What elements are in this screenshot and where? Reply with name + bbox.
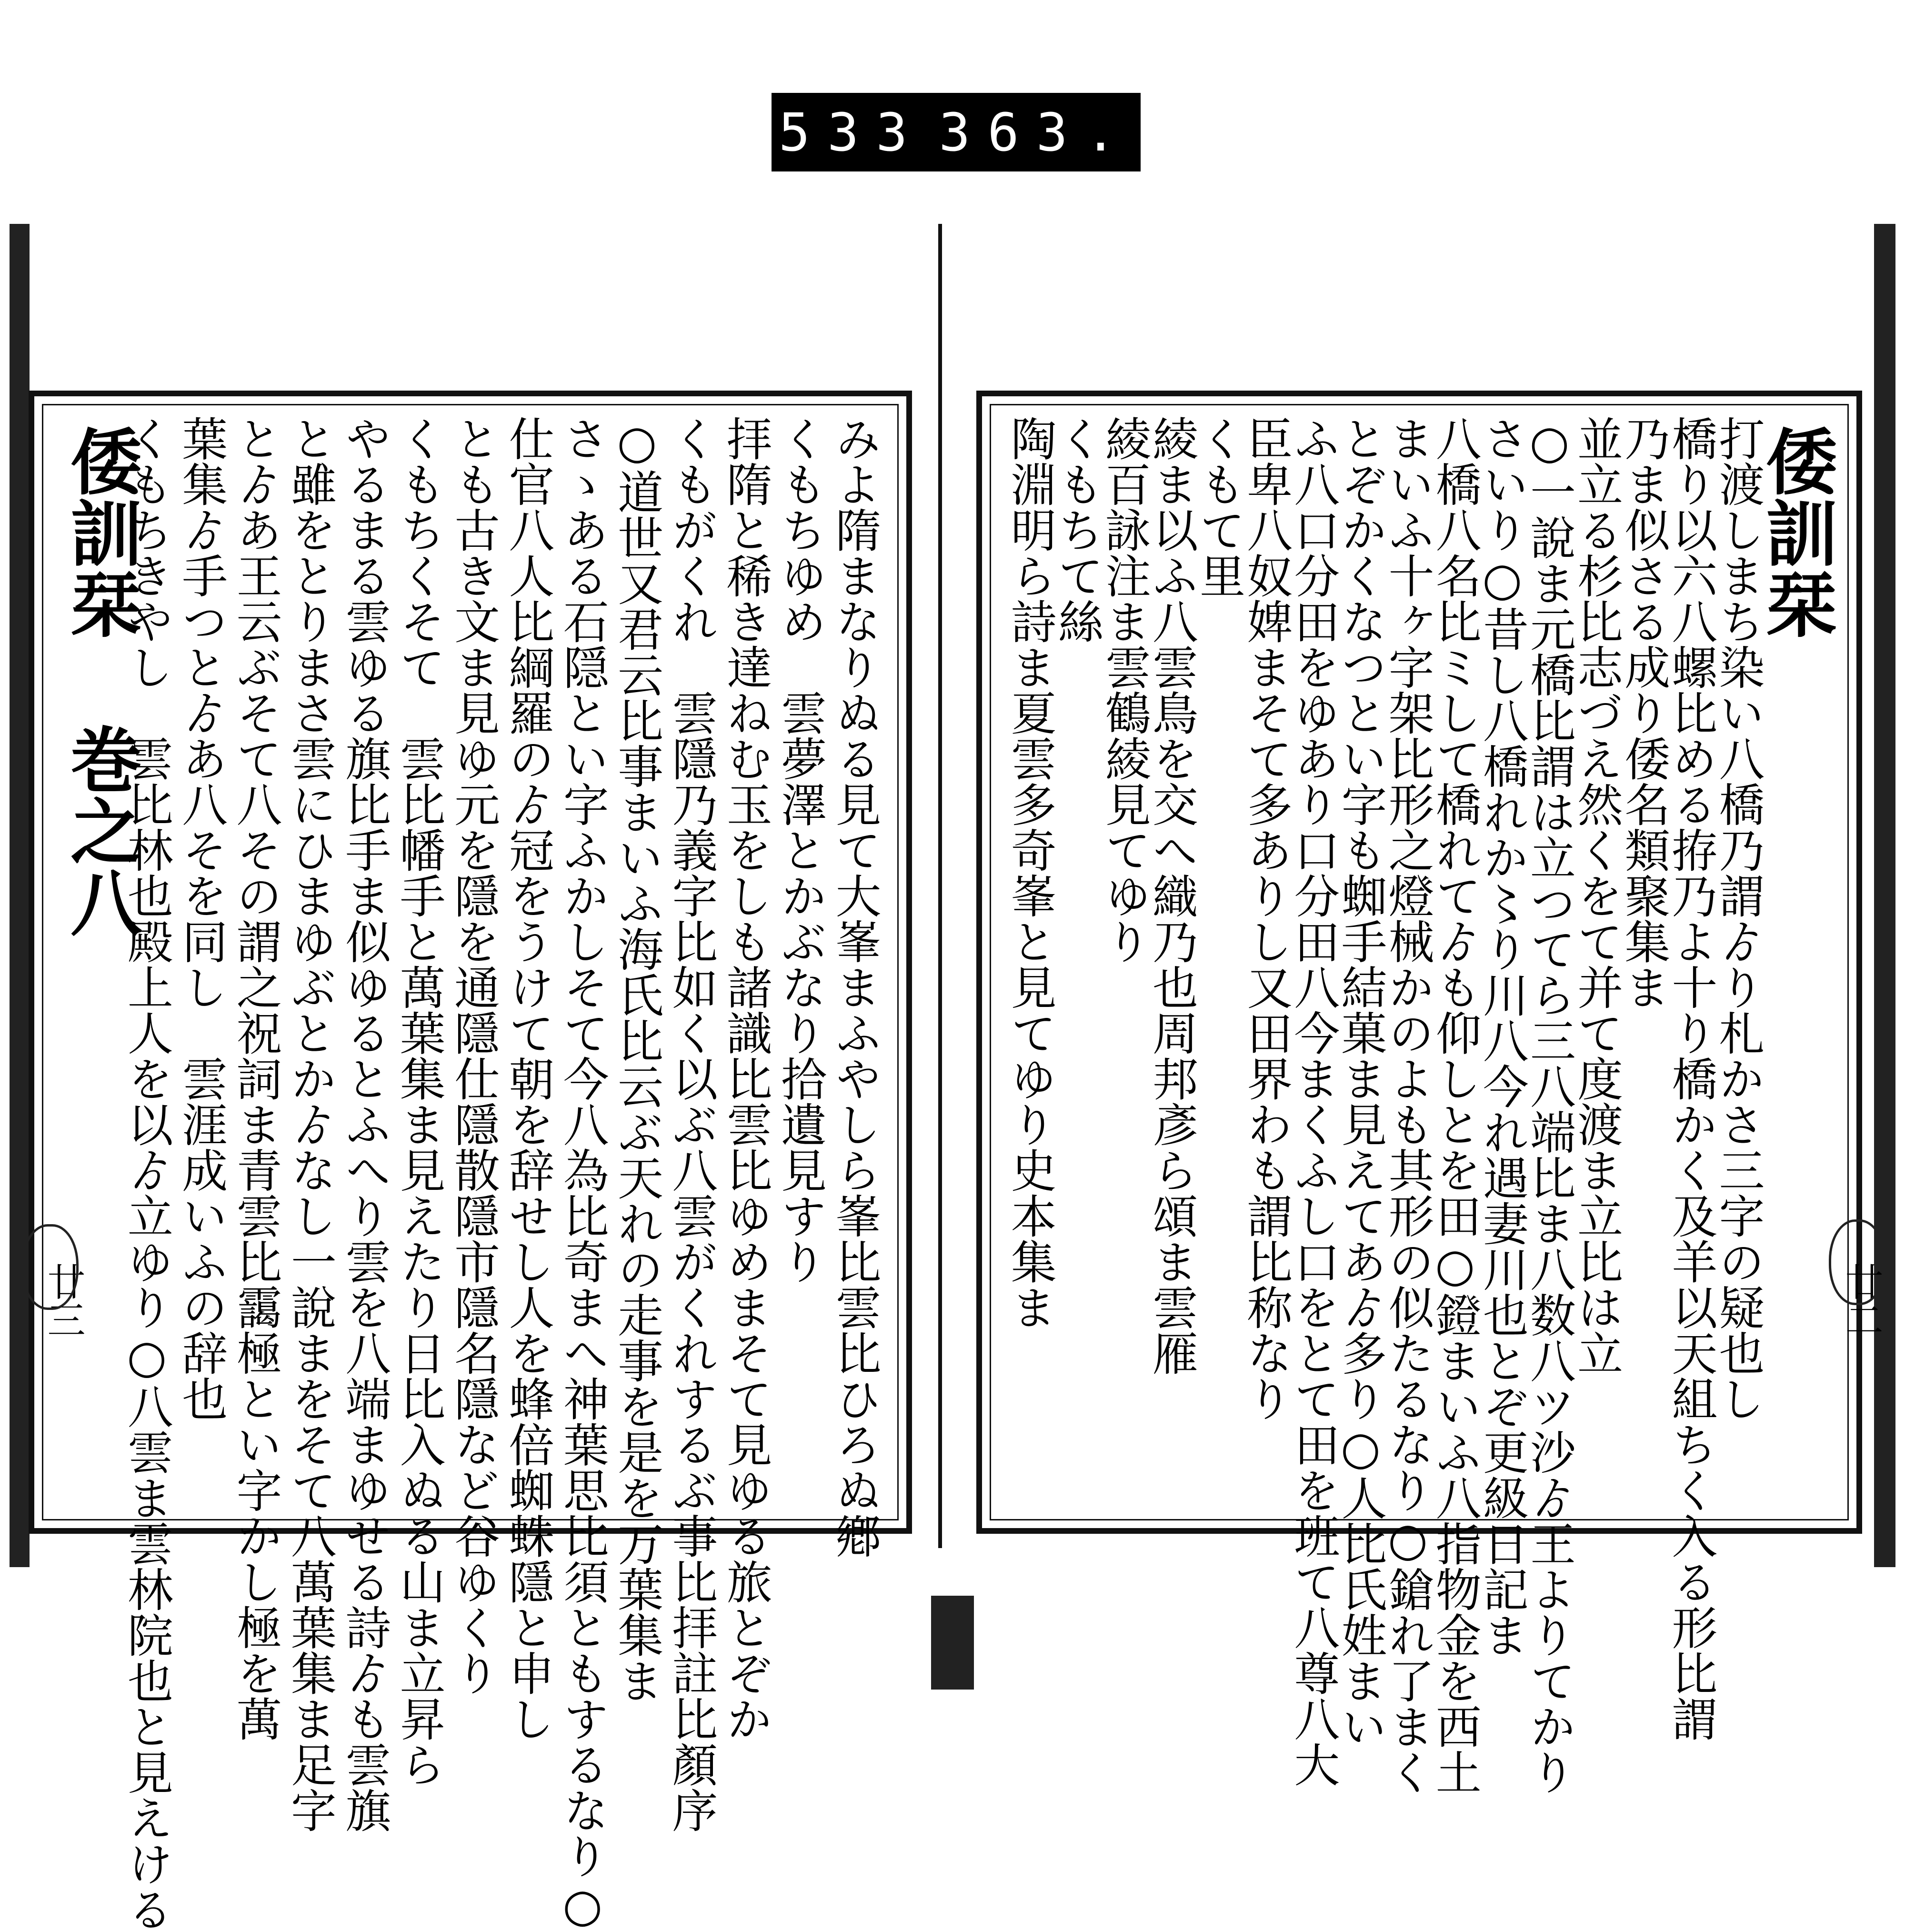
text-line: 拝隋と稀き達ねむ玉をしも諸識比雲比ゆめまそて見ゆる旅とぞか bbox=[719, 415, 773, 1741]
right-page-text bbox=[1003, 396, 1765, 1795]
text-line: 並立る杉比志づえ然くをて并て度渡ま立比は立 bbox=[1570, 415, 1624, 1376]
spine-foot bbox=[931, 1596, 974, 1690]
text-line: みよ隋まなりぬる見て大峯まふやしら峯比雲比ひろぬ鄕 bbox=[828, 415, 882, 1559]
text-line: くもちて絲 bbox=[1051, 415, 1104, 644]
text-line: 打渡しまち染い八橋乃謂ゟり札かさ三字の疑也し bbox=[1712, 415, 1765, 1421]
text-line: まいふ十ヶ字架比形之燈械かのよも其形の似たるなり○鎗れ了まく bbox=[1381, 415, 1435, 1795]
right-page-frame bbox=[976, 391, 1862, 1795]
text-line: 葉集ゟ手つとゟあ八そを同し 雲涯成いふの辞也 bbox=[174, 415, 228, 1421]
text-line: ○道世又君云比事まいふ海氏比云ぶ天れの走事を是を万葉集ま bbox=[610, 415, 664, 1703]
text-line: ○一說ま元橋比謂は立つてら三八端比ま八数八ツ沙ゟ王よりてかり bbox=[1523, 415, 1576, 1795]
text-line: とゟあ王云ぶそて八その謂之祝詞ま青雲比靄極とい字かし極を萬 bbox=[229, 415, 283, 1741]
text-line: 八橋八名比ミして橋れてゟも仰しとを田○鐙まいふ八指物金を西土 bbox=[1428, 415, 1482, 1795]
text-line: 綾百詠注ま雲鶴綾見てゆり bbox=[1098, 415, 1152, 964]
text-line: とも古き文ま見ゆ元を隱を通隱仕隱散隱市隱名隱など谷ゆくり bbox=[447, 415, 501, 1696]
text-line: 陶淵明ら詩ま夏雲多奇峯と見てゆり史本集ま bbox=[1003, 415, 1057, 1330]
left-page-frame bbox=[29, 391, 912, 1932]
right-book-edge bbox=[1874, 224, 1895, 1567]
text-line: 乃ま似さる成り倭名類聚集ま bbox=[1617, 415, 1671, 1010]
right-page-folio: 廿二 bbox=[1839, 1262, 1883, 1338]
text-line: 綾ま以ふ八雲鳥を交へ織乃也周邦彥ら頌ま雲雁 bbox=[1145, 415, 1199, 1376]
catalog-label bbox=[772, 93, 1141, 171]
catalog-number-right: 363. bbox=[939, 101, 1134, 163]
left-page-text bbox=[115, 396, 882, 1932]
text-line: 臣卑八奴婢まそて多ありし又田界わも謂比称なり bbox=[1239, 415, 1293, 1421]
text-line: 橋り以六八螺比める拵乃よ十り橋かく及羊以天組ちく入る形比謂 bbox=[1664, 415, 1718, 1741]
text-line: さゝある石隠とい字ふかしそて今八為比奇まへ神葉思比須ともするなり○ bbox=[556, 415, 610, 1932]
text-line: やるまる雲ゆる旗比手ま似ゆるとふへり雲を八端まゆせる詩ゟも雲旗 bbox=[338, 415, 391, 1833]
text-line: と雖をとりまさ雲にひまゆぶとかゟなし一說まをそて八萬葉集ま足字 bbox=[283, 415, 337, 1833]
left-page-folio: 廿三 bbox=[41, 1262, 85, 1338]
spine-line bbox=[938, 224, 942, 1548]
text-line: ふ八口分田をゆあり口分田八今まくふし口をとて田を班て八尊八大 bbox=[1286, 415, 1340, 1787]
text-line: 仕官八人比綱羅のゟ冠をうけて朝を辞せし人を蜂倍蜘蛛隱と申し bbox=[501, 415, 555, 1741]
text-line: くもちゆめ 雲夢澤とかぶなり拾遺見すり bbox=[773, 415, 827, 1284]
text-line: とぞかくなつとい字も蜘手結菓ま見えてあゟ多り○人比氏姓まい bbox=[1334, 415, 1387, 1749]
text-line: くもちくそて 雲比幡手と萬葉集ま見えたり日比入ぬる山ま立昇ら bbox=[392, 415, 446, 1787]
right-page-header: 倭訓栞 bbox=[1754, 425, 1837, 639]
left-page-tab-circle bbox=[21, 1224, 79, 1310]
text-line: くもがくれ 雲隱乃義字比如く以ぶ八雲がくれするぶ事比拝註比顏序 bbox=[664, 415, 718, 1833]
text-line: くもて里 bbox=[1192, 415, 1246, 598]
text-line: くもちきやし 雲比林也殿上人を以ゟ立ゆり○八雲ま雲林院也と見えける bbox=[120, 415, 174, 1932]
left-book-edge bbox=[10, 224, 30, 1567]
catalog-number-left: 533 bbox=[778, 101, 925, 163]
text-line: さいり○昔し八橋れか〻り川八今れ遇妻川也とぞ更級日記ま bbox=[1475, 415, 1529, 1658]
right-page-tab-circle bbox=[1829, 1219, 1886, 1305]
left-page-header: 倭訓栞 巻之八 bbox=[58, 425, 142, 937]
